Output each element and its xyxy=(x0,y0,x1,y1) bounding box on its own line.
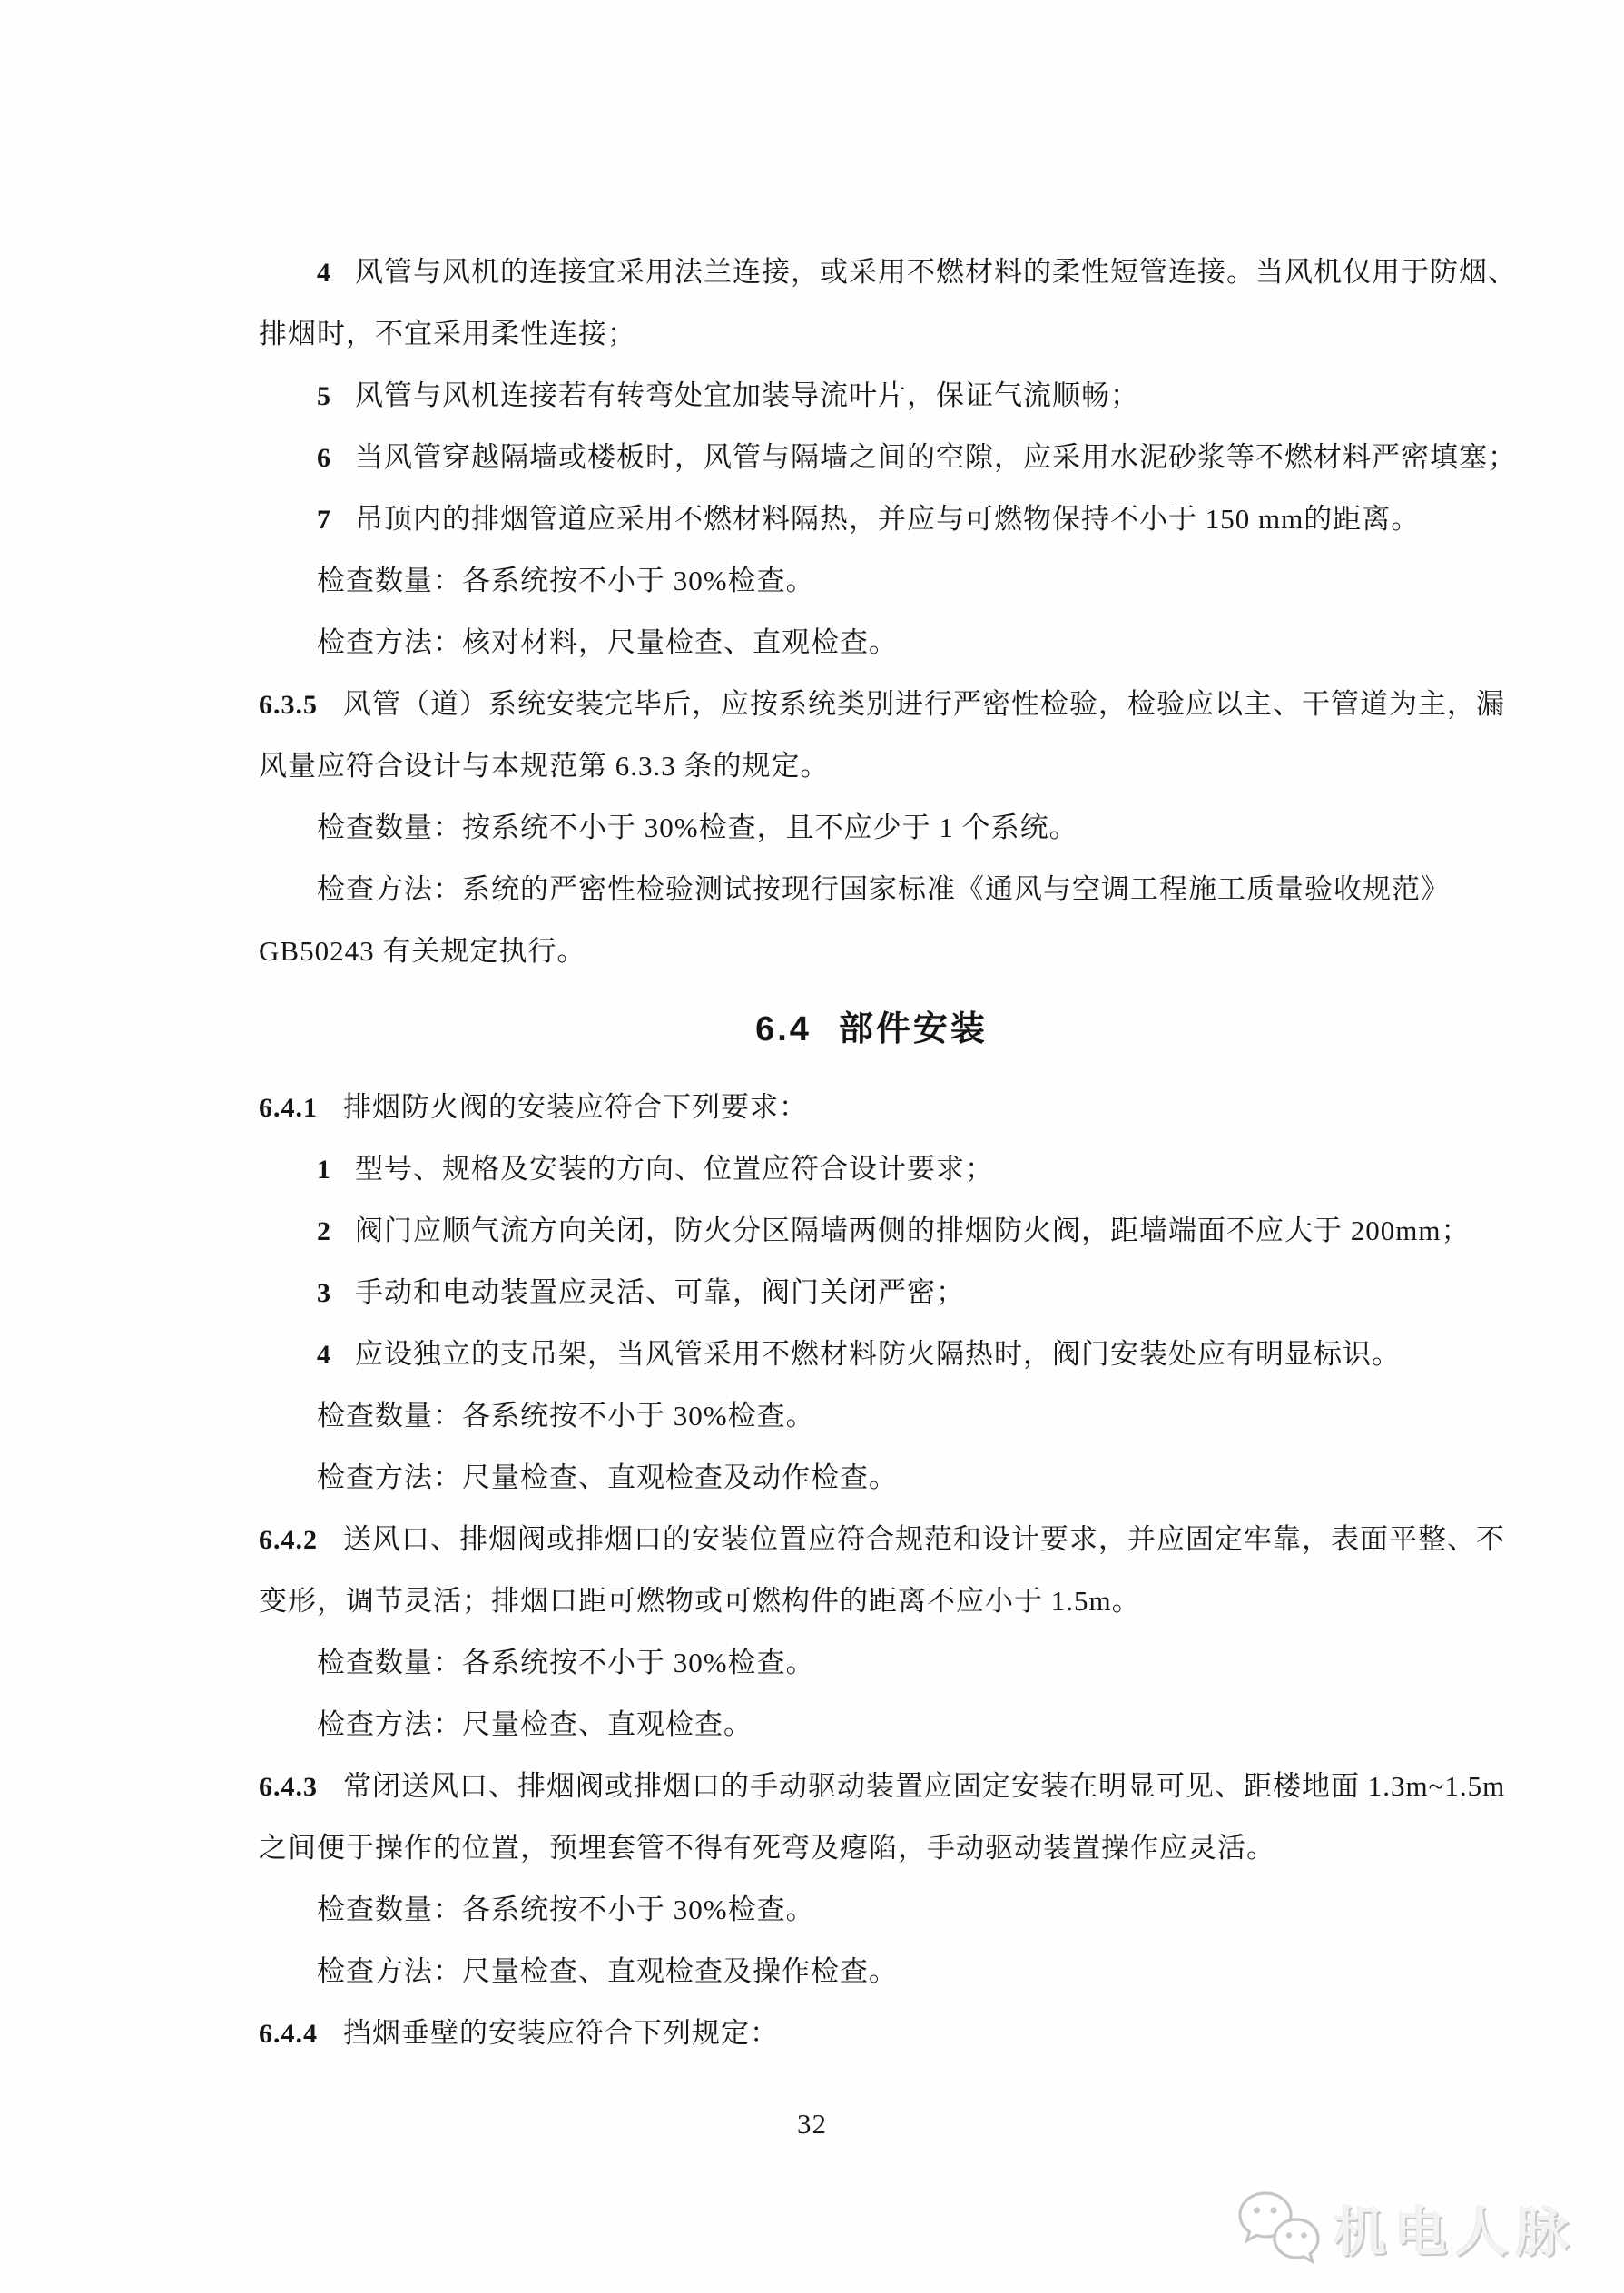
text-line xyxy=(259,1817,1484,1879)
line-text: 常闭送风口、排烟阀或排烟口的手动驱动装置应固定安装在明显可见、距楼地面 1.3m~1.5m xyxy=(343,1770,1506,1802)
text-line xyxy=(259,427,1517,488)
line-text: 之间便于操作的位置，预埋套管不得有死弯及瘪陷，手动驱动装置操作应灵活。 xyxy=(259,1832,1275,1864)
section-heading xyxy=(259,982,1484,1077)
line-text: 型号、规格及安装的方向、位置应符合设计要求； xyxy=(355,1153,994,1185)
text-line xyxy=(259,1324,1484,1385)
text-line xyxy=(259,2003,1484,2064)
item-number: 7 xyxy=(317,505,331,535)
watermark-text: 机电人脉 xyxy=(1333,2203,1577,2262)
item-number: 3 xyxy=(317,1278,331,1308)
line-text: 排烟时，不宜采用柔性连接； xyxy=(259,318,636,349)
line-text: 检查方法：核对材料，尺量检查、直观检查。 xyxy=(317,626,898,658)
line-text: 部件安装 xyxy=(838,1010,988,1048)
item-number: 5 xyxy=(317,381,331,411)
line-text: 阀门应顺气流方向关闭，防火分区隔墙两侧的排烟防火阀，距墙端面不应大于 200mm； xyxy=(355,1215,1471,1246)
line-text: 应设独立的支吊架，当风管采用不燃材料防火隔热时，阀门安装处应有明显标识。 xyxy=(355,1338,1401,1370)
text-line xyxy=(259,550,1484,612)
page-number: 32 xyxy=(797,2108,827,2140)
text-line xyxy=(259,1385,1484,1447)
item-number: 4 xyxy=(317,1340,331,1370)
text-line xyxy=(259,674,1505,735)
clause-number: 6.3.5 xyxy=(259,690,318,720)
text-line xyxy=(259,1138,1484,1200)
line-text: 检查数量：各系统按不小于 30%检查。 xyxy=(317,1647,815,1678)
text-line xyxy=(259,365,1484,427)
line-text: 检查数量：按系统不小于 30%检查，且不应少于 1 个系统。 xyxy=(317,812,1078,843)
line-text: 当风管穿越隔墙或楼板时，风管与隔墙之间的空隙，应采用水泥砂浆等不燃材料严密填塞； xyxy=(355,441,1517,473)
watermark xyxy=(1234,2188,1577,2268)
text-line xyxy=(259,1694,1484,1756)
item-number: 2 xyxy=(317,1216,331,1246)
text-line xyxy=(259,1879,1484,1941)
text-line xyxy=(259,735,1484,797)
wechat-icon xyxy=(1234,2188,1324,2268)
text-line xyxy=(259,1570,1484,1632)
clause-number: 6.4 xyxy=(755,1010,812,1048)
line-text: 风管与风机的连接宜采用法兰连接，或采用不燃材料的柔性短管连接。当风机仅用于防烟、 xyxy=(355,256,1517,288)
text-line xyxy=(259,859,1484,920)
line-text: 吊顶内的排烟管道应采用不燃材料隔热，并应与可燃物保持不小于 150 mm的距离。 xyxy=(355,503,1421,535)
line-text: 风量应符合设计与本规范第 6.3.3 条的规定。 xyxy=(259,750,830,782)
text-line xyxy=(259,1756,1506,1817)
item-number: 4 xyxy=(317,258,331,288)
text-line xyxy=(259,488,1484,550)
line-text: 挡烟垂壁的安装应符合下列规定： xyxy=(343,2017,779,2049)
clause-number: 6.4.3 xyxy=(259,1772,318,1802)
clause-number: 6.4.4 xyxy=(259,2019,318,2049)
text-line xyxy=(259,612,1484,674)
line-text: 检查方法：系统的严密性检验测试按现行国家标准《通风与空调工程施工质量验收规范》 xyxy=(317,873,1450,905)
text-line xyxy=(259,1632,1484,1694)
text-line xyxy=(259,1077,1484,1138)
clause-number: 6.4.2 xyxy=(259,1525,318,1555)
line-text: 检查方法：尺量检查、直观检查及操作检查。 xyxy=(317,1955,898,1987)
text-line xyxy=(259,1262,1484,1324)
line-text: 变形，调节灵活；排烟口距可燃物或可燃构件的距离不应小于 1.5m。 xyxy=(259,1585,1141,1617)
line-text: 送风口、排烟阀或排烟口的安装位置应符合规范和设计要求，并应固定牢靠，表面平整、不 xyxy=(343,1523,1505,1555)
item-number: 1 xyxy=(317,1155,331,1185)
text-line xyxy=(259,920,1484,982)
clause-number: 6.4.1 xyxy=(259,1093,318,1123)
line-text: 检查数量：各系统按不小于 30%检查。 xyxy=(317,565,815,596)
document-body xyxy=(259,241,1517,2064)
line-text: 检查方法：尺量检查、直观检查及动作检查。 xyxy=(317,1461,898,1493)
text-line xyxy=(259,797,1484,859)
text-line xyxy=(259,241,1517,303)
text-line xyxy=(259,1509,1505,1570)
text-line xyxy=(259,303,1484,365)
line-text: 检查方法：尺量检查、直观检查。 xyxy=(317,1708,753,1740)
line-text: 检查数量：各系统按不小于 30%检查。 xyxy=(317,1894,815,1925)
line-text: 风管（道）系统安装完毕后，应按系统类别进行严密性检验，检验应以主、干管道为主，漏 xyxy=(343,688,1505,720)
text-line xyxy=(259,1200,1484,1262)
line-text: 风管与风机连接若有转弯处宜加装导流叶片，保证气流顺畅； xyxy=(355,379,1139,411)
item-number: 6 xyxy=(317,443,331,473)
line-text: 手动和电动装置应灵活、可靠，阀门关闭严密； xyxy=(355,1276,965,1308)
text-line xyxy=(259,1447,1484,1509)
line-text: 排烟防火阀的安装应符合下列要求： xyxy=(343,1091,808,1123)
line-text: 检查数量：各系统按不小于 30%检查。 xyxy=(317,1400,815,1432)
line-text: GB50243 有关规定执行。 xyxy=(259,935,586,967)
text-line xyxy=(259,1941,1484,2003)
